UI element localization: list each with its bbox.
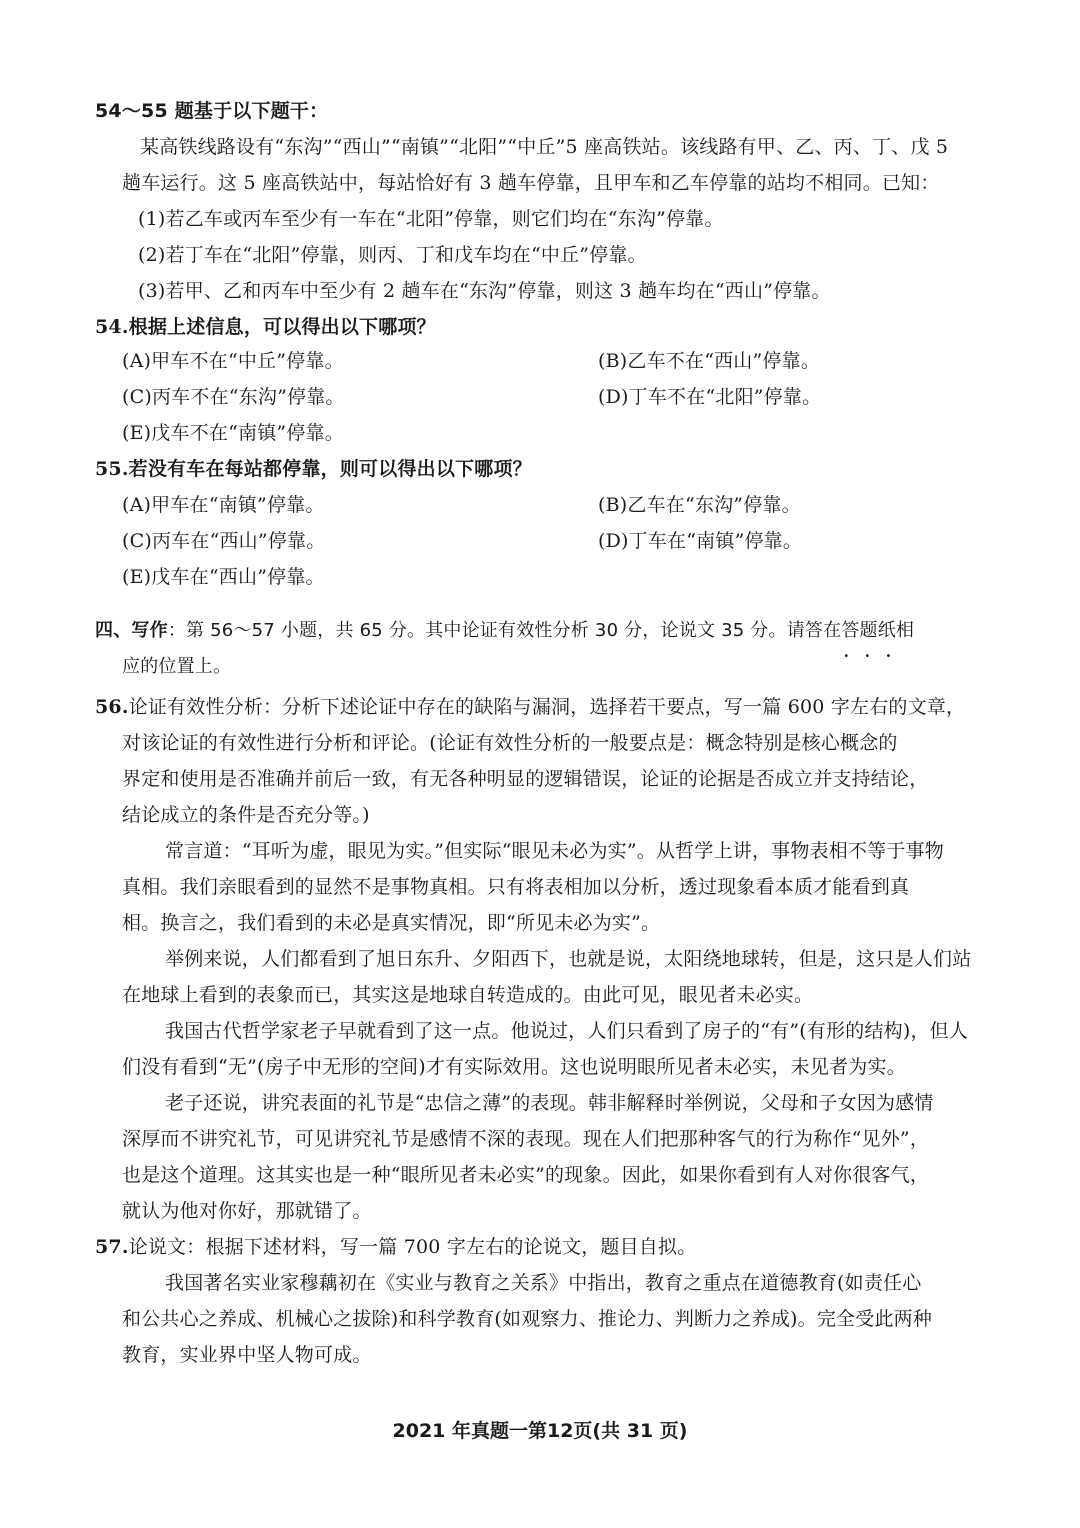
q54-option-e: (E)戊车不在“南镇”停靠。 — [122, 422, 344, 444]
material-line-3: 教育，实业界中坚人物可成。 — [122, 1344, 372, 1366]
q54-option-d: (D)丁车不在“北阳”停靠。 — [598, 386, 822, 408]
question-56-line-1 — [95, 688, 965, 726]
passage-para-1-line-1: 常言道：“耳听为虚，眼见为实。”但实际“眼见未必为实”。从哲学上讲，事物表相不等于事物 — [165, 840, 944, 862]
writing-heading: 四、写作 — [95, 620, 168, 641]
question-56-line-3: 界定和使用是否准确并前后一致，有无各种明显的逻辑错误，论证的论据是否成立并支持结论， — [122, 768, 929, 790]
q54-option-a: (A)甲车不在“中丘”停靠。 — [122, 350, 344, 372]
page-footer: 2021 年真题一第12页(共 31 页) — [392, 1420, 688, 1442]
writing-intro-text: ：第 56～57 小题，共 65 分。其中论证有效性分析 30 分，论说文 35 分。请答在 — [167, 620, 842, 641]
passage-para-4-line-2: 深厚而不讲究礼节，可见讲究礼节是感情不深的表现。现在人们把那种客气的行为称作“见外”， — [122, 1128, 930, 1150]
q55-option-a: (A)甲车在“南镇”停靠。 — [122, 494, 325, 516]
passage-para-4-line-4: 就认为他对你好，那就错了。 — [122, 1200, 372, 1222]
section-header-54-55: 54～55 题基于以下题干： — [95, 100, 329, 122]
material-line-2: 和公共心之养成、机械心之拔除)和科学教育(如观察力、推论力、判断力之养成)。完全受此两种 — [122, 1308, 933, 1330]
condition-2: (2)若丁车在“北阳”停靠，则丙、丁和戊车均在“中丘”停靠。 — [138, 244, 647, 266]
passage-para-1-line-3: 相。换言之，我们看到的未必是真实情况，即“所见未必为实”。 — [122, 912, 661, 934]
q54-option-b: (B)乙车不在“西山”停靠。 — [598, 350, 821, 372]
q55-option-e: (E)戊车在“西山”停靠。 — [122, 566, 325, 588]
writing-intro-tail: 相 — [895, 620, 915, 641]
passage-para-4-line-1: 老子还说，讲究表面的礼节是“忠信之薄”的表现。韩非解释时举例说，父母和子女因为感情 — [165, 1092, 934, 1114]
question-56-title: 论证有效性分析：分析下述论证中存在的缺陷与漏洞，选择若干要点，写一篇 600 字左右的文章， — [128, 696, 966, 718]
writing-section-intro — [95, 612, 914, 650]
question-54-stem: 54.根据上述信息，可以得出以下哪项？ — [95, 316, 436, 338]
question-57-number: 57. — [95, 1236, 129, 1258]
condition-1: (1)若乙车或丙车至少有一车在“北阳”停靠，则它们均在“东沟”停靠。 — [138, 208, 724, 230]
question-56-line-4: 结论成立的条件是否充分等。) — [122, 804, 370, 826]
q54-option-c: (C)丙车不在“东沟”停靠。 — [122, 386, 345, 408]
q55-option-b: (B)乙车在“东沟”停靠。 — [598, 494, 801, 516]
question-57-line-1 — [95, 1228, 696, 1266]
passage-para-3-line-2: 们没有看到“无”(房子中无形的空间)才有实际效用。这也说明眼所见者未必实，未见者为实。 — [122, 1056, 906, 1078]
stem-line-1: 某高铁线路设有“东沟”“西山”“南镇”“北阳”“中丘”5 座高铁站。该线路有甲、乙、丙、丁、戊 5 — [140, 136, 949, 158]
passage-para-4-line-3: 也是这个道理。这其实也是一种“眼所见者未必实”的现象。因此，如果你看到有人对你很客气， — [122, 1164, 930, 1186]
question-56-line-2: 对该论证的有效性进行分析和评论。(论证有效性分析的一般要点是：概念特别是核心概念的 — [122, 732, 898, 754]
question-57-title: 论说文：根据下述材料，写一篇 700 字左右的论说文，题目自拟。 — [128, 1236, 697, 1258]
question-56-number: 56. — [95, 696, 129, 718]
material-line-1: 我国著名实业家穆藕初在《实业与教育之关系》中指出，教育之重点在道德教育(如责任心 — [165, 1272, 922, 1294]
answer-sheet-emphasis: 答题纸 • • • — [841, 612, 896, 650]
question-55-stem: 55.若没有车在每站都停靠，则可以得出以下哪项？ — [95, 458, 532, 480]
q55-option-d: (D)丁车在“南镇”停靠。 — [598, 530, 803, 552]
passage-para-1-line-2: 真相。我们亲眼看到的显然不是事物真相。只有将表相加以分析，透过现象看本质才能看到真 — [122, 876, 910, 898]
passage-para-3-line-1: 我国古代哲学家老子早就看到了这一点。他说过，人们只看到了房子的“有”(有形的结构)，但人 — [165, 1020, 969, 1042]
writing-intro-line-2: 应的位置上。 — [122, 656, 232, 677]
stem-line-2: 趟车运行。这 5 座高铁站中，每站恰好有 3 趟车停靠，且甲车和乙车停靠的站均不相同。已知： — [122, 172, 940, 194]
condition-3: (3)若甲、乙和丙车中至少有 2 趟车在“东沟”停靠，则这 3 趟车均在“西山”停靠。 — [138, 280, 831, 302]
passage-para-2-line-2: 在地球上看到的表象而已，其实这是地球自转造成的。由此可见，眼见者未必实。 — [122, 984, 814, 1006]
q55-option-c: (C)丙车在“西山”停靠。 — [122, 530, 326, 552]
passage-para-2-line-1: 举例来说，人们都看到了旭日东升、夕阳西下，也就是说，太阳绕地球转，但是，这只是人们站 — [165, 948, 972, 970]
